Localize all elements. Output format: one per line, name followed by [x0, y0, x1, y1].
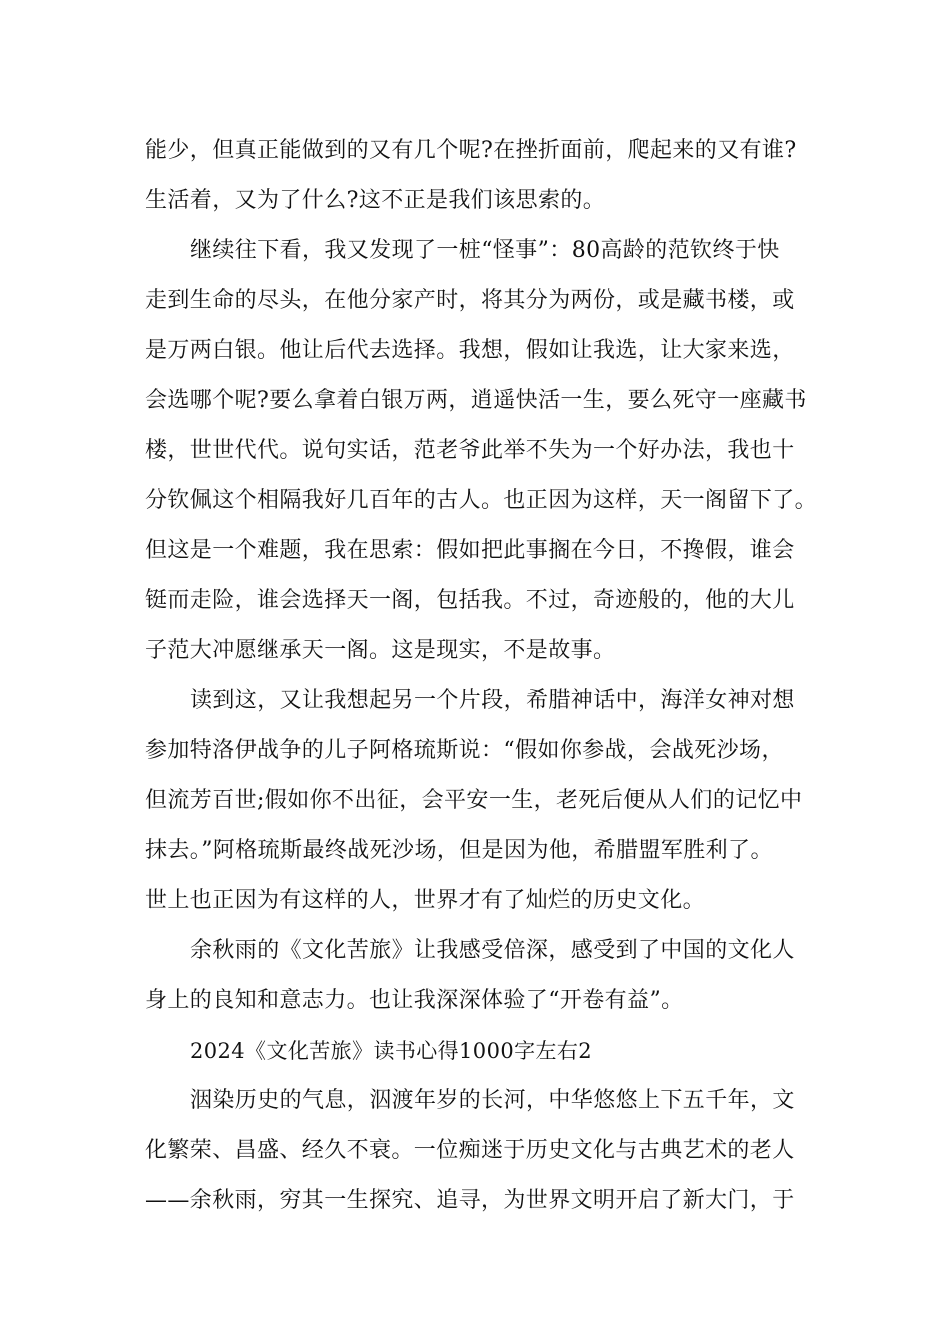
text-line: 但这是一个难题，我在思索：假如把此事搁在今日，不搀假，谁会 [145, 538, 795, 563]
text-line: 楼，世世代代。说句实话，范老爷此举不失为一个好办法，我也十 [145, 438, 795, 463]
text-line: 但流芳百世;假如你不出征，会平安一生，老死后便从人们的记忆中 [145, 788, 803, 813]
section-heading: 2024《文化苦旅》读书心得1000字左右2 [190, 1039, 593, 1063]
paragraph-first-line: 读到这，又让我想起另一个片段，希腊神话中，海洋女神对想 [190, 688, 795, 713]
paragraph-first-line: 余秋雨的《文化苦旅》让我感受倍深，感受到了中国的文化人 [190, 938, 795, 963]
paragraph-first-line: 洇染历史的气息，泅渡年岁的长河，中华悠悠上下五千年，文 [190, 1088, 795, 1113]
text-line: ——余秋雨，穷其一生探究、追寻，为世界文明开启了新大门，于 [145, 1188, 795, 1213]
text-line: 生活着，又为了什么?这不正是我们该思索的。 [145, 188, 606, 213]
text-line: 化繁荣、昌盛、经久不衰。一位痴迷于历史文化与古典艺术的老人 [145, 1138, 795, 1163]
text-line: 是万两白银。他让后代去选择。我想，假如让我选，让大家来选， [145, 338, 795, 363]
text-line: 身上的良知和意志力。也让我深深体验了“开卷有益”。 [145, 988, 684, 1013]
text-line: 子范大冲愿继承天一阁。这是现实，不是故事。 [145, 638, 616, 663]
text-line: 铤而走险，谁会选择天一阁，包括我。不过，奇迹般的，他的大儿 [145, 588, 795, 613]
text-line: 分钦佩这个相隔我好几百年的古人。也正因为这样，天一阁留下了。 [145, 488, 818, 513]
text-line: 能少，但真正能做到的又有几个呢?在挫折面前，爬起来的又有谁? [145, 138, 797, 163]
text-line: 走到生命的尽头，在他分家产时，将其分为两份，或是藏书楼，或 [145, 288, 795, 313]
text-line: 世上也正因为有这样的人，世界才有了灿烂的历史文化。 [145, 888, 706, 913]
text-line: 抹去。”阿格琉斯最终战死沙场，但是因为他，希腊盟军胜利了。 [145, 838, 773, 863]
text-line: 会选哪个呢?要么拿着白银万两，逍遥快活一生，要么死守一座藏书 [145, 388, 807, 413]
paragraph-first-line: 继续往下看，我又发现了一桩“怪事”：80高龄的范钦终于快 [190, 238, 780, 263]
text-line: 参加特洛伊战争的儿子阿格琉斯说：“假如你参战，会战死沙场， [145, 738, 784, 763]
